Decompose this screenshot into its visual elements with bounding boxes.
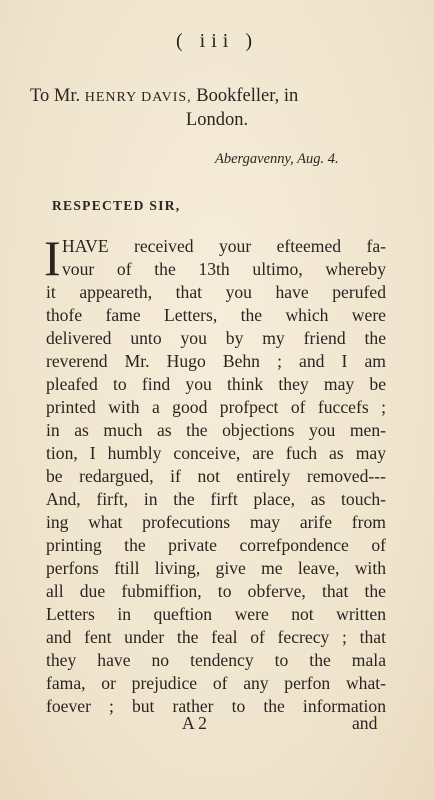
text-line: perfons ftill living, give me leave, with [46,558,386,578]
text-line: Letters in queftion were not written [46,604,386,624]
text-line: pleafed to find you think they may be [46,374,386,394]
text-line: printed with a good profpect of fuccefs ; [46,397,386,417]
salutation: RESPECTED SIR, [52,198,181,213]
text-line: and fent under the feal of fecrecy ; that [46,627,386,647]
text-line: tion, I humbly conceive, are fuch as may [46,443,386,463]
address-to: To Mr. [30,86,81,106]
text-line: all due fubmiffion, to obferve, that the [46,581,386,601]
text-line: be redargued, if not entirely removed--- [46,466,386,486]
text-line: foever ; but rather to the information [46,696,386,716]
address-rest: Bookfeller, in [196,86,299,106]
text-line: vour of the 13th ultimo, whereby [62,259,386,279]
text-line: And, firft, in the firft place, as touch- [46,489,386,509]
text-line: delivered unto you by my friend the [46,328,386,348]
text-line: in as much as the objections you men- [46,420,386,440]
drop-cap: I [44,230,61,286]
address-line [30,86,410,107]
text-line: fama, or prejudice of any perfon what- [46,673,386,693]
catchword: and [352,713,378,733]
text-line: they have no tendency to the mala [46,650,386,670]
text-line: printing the private correfpondence of [46,535,386,555]
text-line: HAVE received your efteemed fa- [62,236,386,256]
dateline: Abergavenny, Aug. 4. [215,151,339,167]
address-city: London. [185,110,249,130]
page-footer [0,713,434,737]
text-line: thofe fame Letters, the which were [46,305,386,325]
text-line: ing what profecutions may arife from [46,512,386,532]
text-line: reverend Mr. Hugo Behn ; and I am [46,351,386,371]
signature-mark: A 2 [182,713,207,733]
text-line: it appeareth, that you have perufed [46,282,386,302]
address-name: HENRY DAVIS, [84,90,192,105]
page-number: ( iii ) [176,30,258,52]
